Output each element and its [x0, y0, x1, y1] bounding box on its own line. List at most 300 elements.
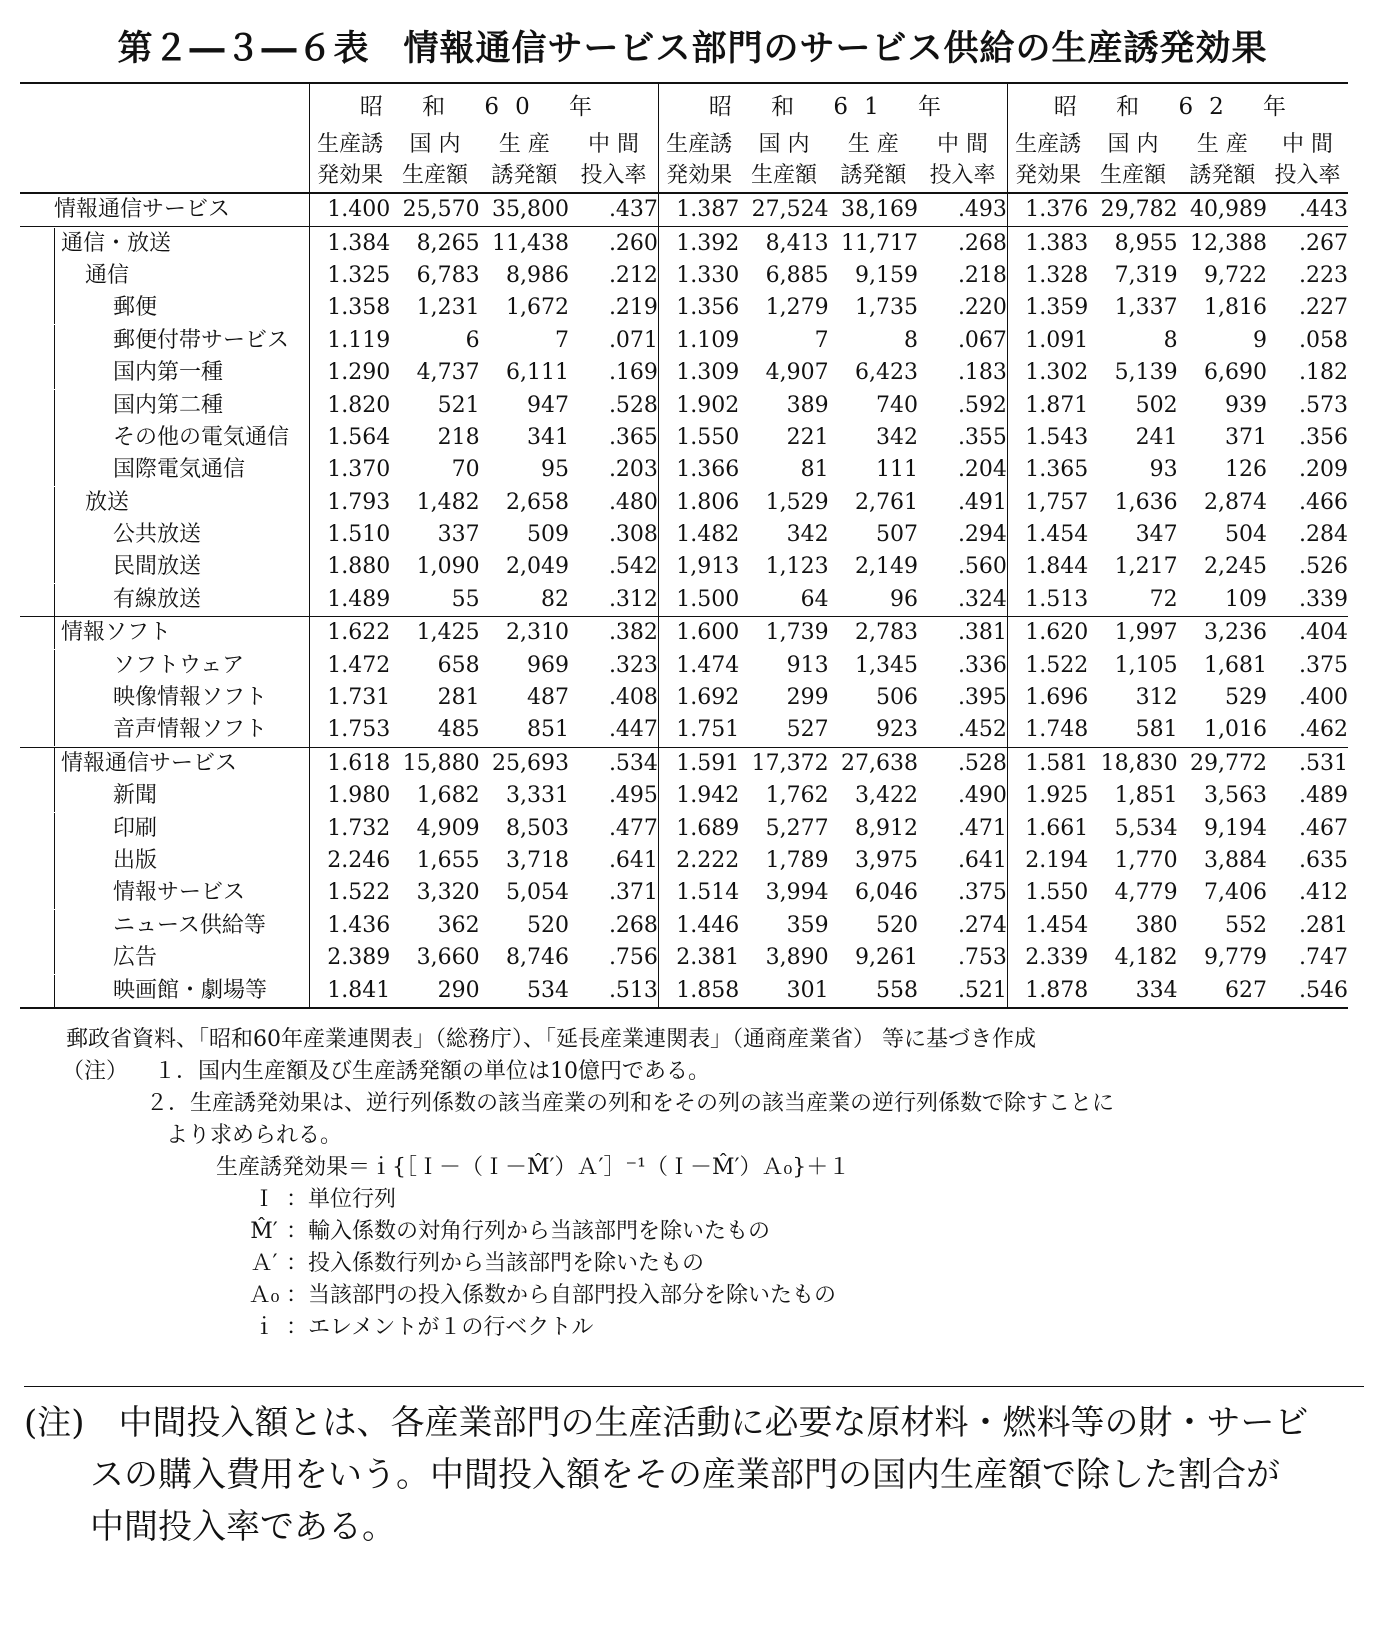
row-label	[20, 519, 309, 551]
table-row	[20, 454, 1348, 486]
table-cell: 4,779	[1114, 880, 1178, 906]
table-cell: .071	[608, 327, 658, 353]
table-cell: 1.880	[309, 551, 390, 583]
source-note: 郵政省資料、「昭和60年産業連関表」（総務庁）、「延長産業連関表」（通商産業省） 等に基づき作成	[66, 1027, 1036, 1052]
table-row	[20, 649, 1348, 681]
footnote-line-3: 中間投入率である。	[90, 1507, 396, 1547]
row-label	[20, 487, 309, 519]
header-blank	[20, 158, 309, 193]
table-cell: 6,783	[416, 262, 480, 288]
table-cell: .268	[918, 227, 1007, 260]
table-cell: 1,681	[1204, 652, 1268, 678]
table-cell: .491	[957, 489, 1007, 515]
table-cell: 371	[1225, 424, 1268, 450]
table-cell: .560	[957, 554, 1007, 580]
table-cell: 1,123	[765, 554, 829, 580]
table-row	[20, 942, 1348, 974]
table-cell: 4,737	[416, 360, 480, 386]
table-cell: 2,874	[1204, 489, 1268, 515]
table-cell: .281	[1299, 912, 1348, 938]
table-cell: .324	[957, 586, 1007, 612]
table-cell: 6,111	[506, 360, 570, 386]
table-cell: 218	[437, 424, 480, 450]
footnote-line-2: スの購入費用をいう。中間投入額をその産業部門の国内生産額で除した割合が	[90, 1455, 1280, 1495]
table-cell: 1,279	[765, 295, 829, 321]
table-cell: .220	[957, 295, 1007, 321]
table-row	[20, 747, 1348, 780]
table-cell: 1,425	[390, 617, 479, 650]
table-cell: .381	[918, 617, 1007, 650]
table-cell: 11,438	[480, 227, 569, 260]
table-cell: 1,789	[765, 848, 829, 873]
table-cell: 40,989	[1178, 193, 1267, 227]
table-cell: .274	[957, 912, 1007, 938]
table-cell: 1.793	[309, 487, 390, 519]
column-header: 生産誘	[658, 124, 739, 158]
table-cell: .400	[1299, 685, 1348, 711]
table-cell: 9,779	[1204, 945, 1268, 971]
table-cell: 1.489	[309, 584, 390, 617]
table-cell: .067	[957, 327, 1007, 353]
column-header: 発効果	[309, 158, 390, 193]
row-label-text: 情報通信サービス	[54, 197, 231, 223]
table-cell: 5,054	[506, 880, 570, 906]
table-cell: .294	[957, 522, 1007, 548]
year-header: 昭 和 62 年	[1007, 83, 1348, 124]
table-cell: 2,761	[855, 489, 919, 515]
table-cell: 1.753	[309, 714, 390, 747]
table-cell: 8,265	[390, 227, 479, 260]
table-cell: 529	[1225, 685, 1268, 711]
table-cell: 290	[390, 974, 479, 1007]
table-cell: 81	[800, 457, 829, 483]
table-cell: 241	[1135, 424, 1178, 450]
row-label	[20, 193, 309, 227]
table-cell: 1.858	[658, 974, 739, 1007]
table-cell: .371	[608, 880, 658, 906]
table-cell: .490	[957, 783, 1007, 809]
table-cell: .635	[1299, 848, 1348, 873]
table-cell: 4,907	[765, 360, 829, 386]
table-cell: .260	[569, 227, 658, 260]
table-cell: .412	[1299, 880, 1348, 906]
column-header: 発効果	[658, 158, 739, 193]
table-cell: 1.550	[1007, 877, 1088, 909]
table-cell: 923	[876, 717, 919, 743]
table-row	[20, 389, 1348, 421]
row-label	[20, 649, 309, 681]
table-row	[20, 780, 1348, 812]
table-cell: .447	[608, 717, 658, 743]
definition-text: ：輸入係数の対角行列から当該部門を除いたもの	[286, 1219, 771, 1244]
table-cell: .526	[1299, 554, 1348, 580]
row-label	[20, 617, 309, 650]
table-cell: 1.109	[658, 325, 739, 357]
column-header: 国 内	[758, 132, 810, 157]
row-label	[20, 292, 309, 324]
table-cell: 25,570	[390, 193, 479, 227]
row-label-text: 通信	[54, 260, 129, 292]
table-cell: .495	[608, 783, 658, 809]
column-header: 発効果	[1007, 158, 1088, 193]
row-label-text: 公共放送	[54, 519, 201, 551]
table-cell: 1.844	[1007, 551, 1088, 583]
table-cell: 7,319	[1114, 262, 1178, 288]
table-cell: 7,406	[1204, 880, 1268, 906]
table-cell: 342	[786, 522, 829, 548]
table-cell: .480	[608, 489, 658, 515]
table-cell: 96	[890, 586, 919, 612]
table-cell: 3,236	[1178, 617, 1267, 650]
table-cell: 5,534	[1114, 815, 1178, 841]
column-header: 生 産	[1196, 132, 1248, 157]
definition-symbol: Ａ₀	[248, 1283, 280, 1308]
row-label-text: 情報ソフト	[54, 617, 171, 649]
table-cell: 1.387	[658, 193, 739, 227]
table-row	[20, 519, 1348, 551]
column-header: 生産誘	[1007, 124, 1088, 158]
table-cell: 4,182	[1114, 945, 1178, 971]
table-cell: 299	[786, 685, 829, 711]
table-cell: 1.696	[1007, 682, 1088, 714]
table-cell: 1.356	[658, 292, 739, 324]
table-cell: 740	[876, 392, 919, 418]
table-cell: 1,997	[1088, 617, 1177, 650]
table-cell: 4,909	[416, 815, 480, 841]
note-line-2: ２．生産誘発効果は、逆行列係数の該当産業の列和をその列の該当産業の逆行列係数で除すことに	[146, 1091, 1115, 1116]
table-cell: 1.474	[658, 649, 739, 681]
year-header: 昭 和 61 年	[658, 83, 1007, 124]
table-cell: 8,986	[506, 262, 570, 288]
column-header: 投入率	[1267, 158, 1348, 193]
table-cell: 1,090	[416, 554, 480, 580]
table-cell: 1.302	[1007, 357, 1088, 389]
table-cell: 506	[876, 685, 919, 711]
table-cell: 29,772	[1178, 747, 1267, 780]
table-row	[20, 682, 1348, 714]
definition-line	[66, 1184, 1356, 1216]
table-cell: 5,139	[1114, 360, 1178, 386]
table-cell: 1,529	[765, 489, 829, 515]
table-cell: 1,913	[658, 551, 739, 583]
row-label	[20, 551, 309, 583]
table-cell: 9,722	[1204, 262, 1268, 288]
table-cell: .336	[957, 652, 1007, 678]
table-cell: 334	[1088, 974, 1177, 1007]
table-row	[20, 487, 1348, 519]
note-line-2b: より求められる。	[166, 1123, 343, 1148]
note-1: １．国内生産額及び生産誘発額の単位は10億円である。	[154, 1059, 711, 1084]
table-cell: 1.376	[1007, 193, 1088, 227]
definition-symbol: ｉ	[252, 1315, 275, 1340]
column-header: 中 間	[936, 132, 988, 157]
table-cell: 8,503	[506, 815, 570, 841]
row-label-text: 放送	[54, 487, 129, 519]
table-cell: 3,890	[765, 945, 829, 971]
table-cell: .467	[1299, 815, 1348, 841]
table-row	[20, 877, 1348, 909]
table-cell: 6	[465, 327, 480, 353]
table-cell: .356	[1299, 424, 1348, 450]
table-cell: 281	[437, 685, 480, 711]
table-row	[20, 193, 1348, 227]
column-header: 生 産	[847, 132, 899, 157]
table-cell: .169	[608, 360, 658, 386]
row-label	[20, 260, 309, 292]
table-cell: .212	[608, 262, 658, 288]
table-cell: .477	[608, 815, 658, 841]
note-mark: （注）	[62, 1059, 129, 1084]
definition-line	[66, 1248, 1356, 1280]
table-cell: 1,231	[416, 295, 480, 321]
table-cell: 1.366	[658, 454, 739, 486]
table-cell: 7	[814, 327, 829, 353]
table-row	[20, 974, 1348, 1007]
table-cell: 552	[1225, 912, 1268, 938]
table-cell: 2.389	[309, 942, 390, 974]
definition-text: ：単位行列	[286, 1187, 397, 1212]
table-cell: .355	[957, 424, 1007, 450]
table-cell: 2,783	[829, 617, 918, 650]
table-cell: 1,655	[416, 848, 480, 873]
row-label-text: 国内第一種	[54, 357, 223, 389]
table-cell: .203	[608, 457, 658, 483]
table-cell: 527	[786, 717, 829, 743]
table-cell: .209	[1299, 457, 1348, 483]
table-cell: 342	[876, 424, 919, 450]
table-cell: 8,955	[1088, 227, 1177, 260]
table-cell: .528	[918, 747, 1007, 780]
table-cell: 521	[437, 392, 480, 418]
table-cell: 380	[1135, 912, 1178, 938]
table-cell: 658	[437, 652, 480, 678]
table-cell: 2.339	[1007, 942, 1088, 974]
table-cell: .489	[1299, 783, 1348, 809]
table-cell: .437	[569, 193, 658, 227]
table-cell: 64	[800, 586, 829, 612]
table-cell: 581	[1135, 717, 1178, 743]
table-cell: .204	[957, 457, 1007, 483]
table-cell: .404	[1267, 617, 1348, 650]
table-cell: 1.564	[309, 422, 390, 454]
table-cell: 1.383	[1007, 227, 1088, 260]
table-cell: 1.472	[309, 649, 390, 681]
table-cell: 341	[527, 424, 570, 450]
table-cell: .223	[1299, 262, 1348, 288]
column-header: 生産額	[739, 158, 828, 193]
table-row	[20, 422, 1348, 454]
table-row	[20, 584, 1348, 617]
table-cell: .542	[608, 554, 658, 580]
table-cell: 2,310	[480, 617, 569, 650]
table-row	[20, 227, 1348, 260]
table-cell: 520	[876, 912, 919, 938]
row-label-text: 郵便	[54, 292, 157, 324]
table-cell: 109	[1225, 586, 1268, 612]
table-cell: 1,816	[1204, 295, 1268, 321]
table-cell: 93	[1149, 457, 1178, 483]
row-label	[20, 584, 309, 617]
row-label	[20, 325, 309, 357]
table-cell: .592	[957, 392, 1007, 418]
table-cell: 1.942	[658, 780, 739, 812]
table-cell: 72	[1149, 586, 1178, 612]
row-label-text: 印刷	[54, 813, 157, 845]
row-label	[20, 389, 309, 421]
row-label-text: 国内第二種	[54, 390, 223, 422]
row-label-text: 有線放送	[54, 584, 201, 616]
table-cell: 1.820	[309, 389, 390, 421]
table-cell: 1.620	[1007, 617, 1088, 650]
row-label-text: その他の電気通信	[54, 422, 289, 454]
definition-line	[66, 1216, 1356, 1248]
row-label	[20, 910, 309, 942]
row-label-text: 国際電気通信	[54, 454, 245, 486]
row-label-text: 広告	[54, 942, 157, 974]
definition-text: ：当該部門の投入係数から自部門投入部分を除いたもの	[286, 1283, 837, 1308]
table-cell: 1.902	[658, 389, 739, 421]
table-cell: 2.194	[1007, 845, 1088, 877]
table-cell: 6,046	[855, 880, 919, 906]
table-cell: 939	[1225, 392, 1268, 418]
table-cell: .756	[608, 945, 658, 971]
table-cell: 1.119	[309, 325, 390, 357]
definition-symbol: Ｉ	[252, 1187, 275, 1212]
table-cell: 534	[480, 974, 569, 1007]
table-cell: 1,016	[1204, 717, 1268, 743]
table-cell: 1.482	[658, 519, 739, 551]
column-header: 誘発額	[480, 158, 569, 193]
table-cell: 1.454	[1007, 910, 1088, 942]
table-cell: 1.325	[309, 260, 390, 292]
table-cell: 1.751	[658, 714, 739, 747]
table-cell: .308	[608, 522, 658, 548]
table-cell: 15,880	[390, 747, 479, 780]
table-cell: .323	[608, 652, 658, 678]
column-header: 誘発額	[829, 158, 918, 193]
table-cell: 1,762	[765, 783, 829, 809]
column-header: 国 内	[409, 132, 461, 157]
year-header-row	[20, 83, 1348, 124]
table-cell: 27,638	[829, 747, 918, 780]
row-label-text: 新聞	[54, 780, 157, 812]
table-cell: 507	[876, 522, 919, 548]
table-cell: 9,194	[1204, 815, 1268, 841]
row-label	[20, 422, 309, 454]
table-cell: .466	[1299, 489, 1348, 515]
table-cell: 17,372	[739, 747, 828, 780]
column-header: 誘発額	[1178, 158, 1267, 193]
table-row	[20, 325, 1348, 357]
table-cell: 1,682	[416, 783, 480, 809]
table-cell: 2,149	[855, 554, 919, 580]
table-cell: 9	[1253, 327, 1268, 353]
table-cell: 359	[786, 912, 829, 938]
row-label	[20, 877, 309, 909]
table-cell: 509	[527, 522, 570, 548]
table-body	[20, 193, 1348, 1008]
table-cell: 1.454	[1007, 519, 1088, 551]
table-cell: .408	[608, 685, 658, 711]
table-cell: .573	[1299, 392, 1348, 418]
table-cell: .267	[1267, 227, 1348, 260]
table-cell: 558	[829, 974, 918, 1007]
footnote-line-1: (注) 中間投入額とは、各産業部門の生産活動に必要な原材料・燃料等の財・サービ	[24, 1403, 1309, 1443]
table-cell: 25,693	[480, 747, 569, 780]
table-cell: .513	[569, 974, 658, 1007]
table-row	[20, 845, 1348, 877]
table-cell: 3,422	[855, 783, 919, 809]
column-header: 投入率	[569, 158, 658, 193]
table-row	[20, 551, 1348, 583]
table-cell: 1.871	[1007, 389, 1088, 421]
table-cell: 520	[527, 912, 570, 938]
column-header: 国 内	[1107, 132, 1159, 157]
table-cell: 969	[527, 652, 570, 678]
table-cell: 70	[451, 457, 480, 483]
year-header: 昭 和 60 年	[309, 83, 658, 124]
table-cell: 1.384	[309, 227, 390, 260]
table-cell: .058	[1299, 327, 1348, 353]
table-cell: 1,636	[1114, 489, 1178, 515]
table-cell: 8,413	[739, 227, 828, 260]
definitions	[66, 1184, 1356, 1344]
table-cell: 1,757	[1007, 487, 1088, 519]
table-cell: 111	[876, 457, 919, 483]
column-header: 生産額	[1088, 158, 1177, 193]
table-number: 第２―３―６表	[117, 29, 370, 69]
table-cell: 1,739	[739, 617, 828, 650]
definition-symbol: M̂′	[250, 1219, 278, 1244]
table-cell: 1.925	[1007, 780, 1088, 812]
table-cell: .312	[608, 586, 658, 612]
definition-line	[66, 1312, 1356, 1344]
row-label-text: 音声情報ソフト	[54, 714, 267, 746]
table-cell: 8	[1163, 327, 1178, 353]
row-label	[20, 714, 309, 747]
header-blank	[20, 124, 309, 158]
table-cell: .747	[1299, 945, 1348, 971]
table-cell: 5,277	[765, 815, 829, 841]
row-label-text: 通信・放送	[54, 228, 171, 260]
table-cell: .339	[1299, 586, 1348, 612]
column-header: 投入率	[918, 158, 1007, 193]
table-notes	[62, 1024, 1356, 1344]
table-cell: 3,994	[765, 880, 829, 906]
table-cell: 221	[786, 424, 829, 450]
table-cell: 1,105	[1114, 652, 1178, 678]
table-cell: .471	[957, 815, 1007, 841]
table-cell: 3,563	[1204, 783, 1268, 809]
table-cell: 29,782	[1088, 193, 1177, 227]
table-cell: 12,388	[1178, 227, 1267, 260]
table-cell: 3,884	[1204, 848, 1268, 873]
table-cell: 6,423	[855, 360, 919, 386]
table-cell: 82	[541, 586, 570, 612]
table-cell: 1.514	[658, 877, 739, 909]
row-label	[20, 227, 309, 260]
row-label	[20, 812, 309, 844]
column-header: 生産誘	[309, 124, 390, 158]
table-cell: .546	[1267, 974, 1348, 1007]
row-label	[20, 942, 309, 974]
table-cell: .284	[1299, 522, 1348, 548]
table-cell: .375	[1299, 652, 1348, 678]
table-cell: 1.591	[658, 747, 739, 780]
table-cell: 126	[1225, 457, 1268, 483]
table-cell: 8,746	[506, 945, 570, 971]
table-cell: 1.689	[658, 812, 739, 844]
